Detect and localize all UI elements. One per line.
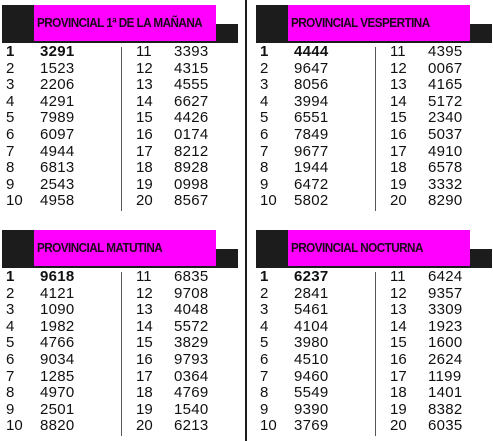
result-position: 15	[136, 334, 153, 352]
result-position: 11	[390, 43, 406, 60]
result-position: 5	[6, 109, 15, 127]
result-row	[2, 77, 120, 94]
result-row	[124, 193, 238, 210]
result-row	[378, 44, 492, 61]
result-position: 18	[390, 384, 407, 402]
result-position: 4	[260, 317, 269, 335]
result-position: 5	[6, 334, 15, 352]
result-position: 3	[260, 76, 269, 94]
result-row	[256, 335, 374, 352]
result-position: 8	[260, 159, 269, 177]
result-number: 6835	[174, 268, 209, 285]
result-row	[2, 61, 120, 78]
result-number: 6813	[40, 159, 75, 177]
result-number: 3994	[294, 92, 329, 110]
result-row	[2, 193, 120, 210]
result-position: 11	[136, 268, 152, 285]
panel-provincial-matutina	[2, 228, 238, 440]
result-position: 6	[260, 125, 269, 143]
result-number: 3393	[174, 43, 209, 60]
result-number: 4104	[294, 317, 329, 335]
result-position: 9	[6, 175, 15, 193]
result-row	[124, 61, 238, 78]
result-position: 1	[260, 43, 269, 60]
result-position: 7	[6, 142, 15, 160]
panel-header	[2, 230, 238, 266]
result-position: 12	[136, 59, 153, 77]
result-number: 5172	[428, 92, 463, 110]
result-position: 10	[6, 192, 23, 210]
result-row	[256, 302, 374, 319]
result-position: 6	[6, 125, 15, 143]
result-number: 0998	[174, 175, 209, 193]
result-row	[124, 302, 238, 319]
result-row	[256, 193, 374, 210]
result-row	[378, 177, 492, 194]
result-row	[2, 302, 120, 319]
result-number: 0364	[174, 367, 209, 385]
result-row	[378, 61, 492, 78]
result-number: 4165	[428, 76, 463, 94]
result-position: 7	[260, 367, 269, 385]
result-row	[256, 144, 374, 161]
result-number: 9708	[174, 284, 209, 302]
result-row	[378, 286, 492, 303]
results-column-right	[124, 269, 238, 435]
result-row	[378, 369, 492, 386]
result-position: 2	[6, 59, 15, 77]
result-row	[124, 44, 238, 61]
result-row	[256, 418, 374, 435]
result-row	[378, 193, 492, 210]
result-number: 1401	[428, 384, 463, 402]
panel-provincial-primera-manana	[2, 3, 238, 215]
result-row	[124, 110, 238, 127]
result-number: 6213	[174, 417, 209, 435]
result-number: 1944	[294, 159, 329, 177]
result-number: 1982	[40, 317, 75, 335]
header-dark-block	[256, 5, 288, 41]
result-number: 2501	[40, 400, 75, 418]
result-position: 16	[390, 125, 407, 143]
panel-header	[2, 5, 238, 41]
result-number: 6237	[294, 268, 329, 285]
result-number: 6578	[428, 159, 463, 177]
header-dark-tab	[216, 249, 238, 266]
result-row	[256, 177, 374, 194]
result-position: 17	[390, 142, 407, 160]
result-position: 8	[260, 384, 269, 402]
panel-title: PROVINCIAL MATUTINA	[37, 240, 163, 255]
result-position: 9	[260, 175, 269, 193]
result-row	[256, 127, 374, 144]
result-number: 9647	[294, 59, 329, 77]
result-row	[2, 44, 120, 61]
result-position: 18	[390, 159, 407, 177]
result-number: 2543	[40, 175, 75, 193]
result-row	[2, 319, 120, 336]
result-number: 9793	[174, 350, 209, 368]
result-number: 5461	[294, 301, 329, 319]
result-row	[256, 61, 374, 78]
column-divider	[375, 47, 376, 211]
result-number: 8820	[40, 417, 75, 435]
result-number: 4555	[174, 76, 209, 94]
result-position: 12	[390, 284, 407, 302]
result-position: 6	[6, 350, 15, 368]
result-row	[378, 302, 492, 319]
panel-header	[256, 230, 492, 266]
result-row	[378, 160, 492, 177]
result-row	[2, 335, 120, 352]
result-position: 19	[136, 175, 153, 193]
result-position: 6	[260, 350, 269, 368]
result-number: 8928	[174, 159, 209, 177]
result-number: 3309	[428, 301, 463, 319]
result-number: 1540	[174, 400, 209, 418]
result-number: 0067	[428, 59, 463, 77]
result-number: 4958	[40, 192, 75, 210]
result-number: 4970	[40, 384, 75, 402]
result-row	[378, 319, 492, 336]
result-position: 1	[6, 268, 15, 285]
result-row	[256, 369, 374, 386]
panel-title: PROVINCIAL VESPERTINA	[291, 15, 430, 30]
header-dark-block	[2, 230, 34, 266]
result-row	[256, 286, 374, 303]
result-position: 18	[136, 384, 153, 402]
result-number: 4769	[174, 384, 209, 402]
result-position: 8	[6, 384, 15, 402]
result-row	[378, 418, 492, 435]
result-position: 8	[6, 159, 15, 177]
result-row	[2, 177, 120, 194]
result-position: 10	[260, 192, 277, 210]
result-position: 9	[6, 400, 15, 418]
result-row	[378, 402, 492, 419]
results-column-right	[124, 44, 238, 210]
result-position: 2	[260, 59, 269, 77]
result-position: 20	[390, 192, 407, 210]
result-position: 20	[390, 417, 407, 435]
result-row	[256, 385, 374, 402]
result-number: 4426	[174, 109, 209, 127]
result-position: 3	[6, 301, 15, 319]
result-position: 19	[390, 175, 407, 193]
result-row	[378, 110, 492, 127]
result-position: 19	[390, 400, 407, 418]
result-position: 15	[390, 334, 407, 352]
result-number: 9677	[294, 142, 329, 160]
result-row	[2, 352, 120, 369]
result-position: 4	[6, 317, 15, 335]
column-divider	[121, 47, 122, 211]
result-number: 3291	[40, 43, 75, 60]
panel-title: PROVINCIAL NOCTURNA	[291, 240, 423, 255]
result-position: 7	[260, 142, 269, 160]
result-row	[256, 269, 374, 286]
result-row	[378, 385, 492, 402]
result-row	[2, 402, 120, 419]
result-number: 4510	[294, 350, 329, 368]
result-row	[124, 160, 238, 177]
result-row	[2, 418, 120, 435]
result-row	[256, 77, 374, 94]
panel-header	[256, 5, 492, 41]
result-row	[2, 369, 120, 386]
result-position: 13	[136, 301, 153, 319]
header-dark-tab	[470, 24, 492, 41]
result-number: 8382	[428, 400, 463, 418]
results-column-left	[256, 44, 374, 210]
result-position: 17	[136, 142, 153, 160]
result-number: 4048	[174, 301, 209, 319]
result-row	[2, 269, 120, 286]
header-dark-block	[2, 5, 34, 41]
result-position: 12	[136, 284, 153, 302]
result-row	[378, 127, 492, 144]
result-number: 3769	[294, 417, 329, 435]
result-number: 5549	[294, 384, 329, 402]
result-position: 9	[260, 400, 269, 418]
result-position: 18	[136, 159, 153, 177]
results-column-left	[256, 269, 374, 435]
result-position: 2	[260, 284, 269, 302]
result-row	[2, 110, 120, 127]
result-row	[124, 269, 238, 286]
result-position: 7	[6, 367, 15, 385]
result-row	[124, 335, 238, 352]
result-number: 9034	[40, 350, 75, 368]
result-number: 2206	[40, 76, 75, 94]
result-row	[2, 286, 120, 303]
result-row	[124, 319, 238, 336]
result-row	[124, 286, 238, 303]
center-divider	[245, 0, 247, 441]
result-number: 4315	[174, 59, 209, 77]
result-row	[256, 94, 374, 111]
result-number: 8212	[174, 142, 209, 160]
result-position: 3	[260, 301, 269, 319]
result-position: 1	[6, 43, 15, 60]
result-number: 7989	[40, 109, 75, 127]
result-number: 6472	[294, 175, 329, 193]
header-dark-block	[256, 230, 288, 266]
result-number: 7849	[294, 125, 329, 143]
result-position: 14	[390, 317, 407, 335]
column-divider	[375, 272, 376, 436]
results-column-left	[2, 269, 120, 435]
result-number: 9618	[40, 268, 75, 285]
result-position: 16	[390, 350, 407, 368]
result-row	[256, 44, 374, 61]
result-row	[124, 402, 238, 419]
result-number: 6627	[174, 92, 209, 110]
result-number: 1199	[428, 367, 462, 385]
result-number: 0174	[174, 125, 209, 143]
result-number: 5802	[294, 192, 329, 210]
result-position: 2	[6, 284, 15, 302]
result-row	[256, 352, 374, 369]
result-number: 4395	[428, 43, 463, 60]
result-number: 6097	[40, 125, 75, 143]
result-row	[378, 94, 492, 111]
result-row	[2, 94, 120, 111]
result-number: 9357	[428, 284, 463, 302]
result-row	[124, 385, 238, 402]
result-position: 11	[390, 268, 406, 285]
result-position: 3	[6, 76, 15, 94]
result-position: 4	[6, 92, 15, 110]
result-row	[378, 269, 492, 286]
result-row	[124, 144, 238, 161]
panel-title: PROVINCIAL 1ª DE LA MAÑANA	[37, 15, 203, 30]
result-number: 2841	[294, 284, 329, 302]
result-position: 16	[136, 350, 153, 368]
result-number: 1285	[40, 367, 75, 385]
result-position: 13	[390, 301, 407, 319]
result-number: 8567	[174, 192, 209, 210]
result-number: 4444	[294, 43, 329, 60]
result-row	[256, 319, 374, 336]
result-row	[124, 94, 238, 111]
result-position: 14	[136, 317, 153, 335]
result-number: 5572	[174, 317, 209, 335]
result-row	[124, 177, 238, 194]
result-position: 20	[136, 417, 153, 435]
result-number: 3980	[294, 334, 329, 352]
result-number: 9460	[294, 367, 329, 385]
result-number: 3829	[174, 334, 209, 352]
panel-provincial-nocturna	[256, 228, 492, 440]
result-row	[378, 77, 492, 94]
column-divider	[121, 272, 122, 436]
result-number: 5037	[428, 125, 463, 143]
result-position: 19	[136, 400, 153, 418]
panel-provincial-vespertina	[256, 3, 492, 215]
result-position: 13	[136, 76, 153, 94]
results-column-left	[2, 44, 120, 210]
result-number: 1090	[40, 301, 75, 319]
result-number: 8056	[294, 76, 329, 94]
result-number: 1600	[428, 334, 463, 352]
result-position: 14	[136, 92, 153, 110]
result-position: 16	[136, 125, 153, 143]
result-position: 14	[390, 92, 407, 110]
result-row	[256, 110, 374, 127]
result-row	[124, 418, 238, 435]
header-dark-tab	[470, 249, 492, 266]
result-row	[124, 369, 238, 386]
result-position: 10	[260, 417, 277, 435]
result-number: 2624	[428, 350, 463, 368]
result-position: 15	[390, 109, 407, 127]
result-row	[2, 160, 120, 177]
result-row	[378, 335, 492, 352]
result-number: 3332	[428, 175, 463, 193]
result-position: 4	[260, 92, 269, 110]
result-row	[124, 77, 238, 94]
result-number: 4766	[40, 334, 75, 352]
result-number: 2340	[428, 109, 463, 127]
result-number: 9390	[294, 400, 329, 418]
result-number: 4944	[40, 142, 75, 160]
result-number: 6424	[428, 268, 463, 285]
result-number: 4910	[428, 142, 463, 160]
result-position: 20	[136, 192, 153, 210]
result-position: 1	[260, 268, 269, 285]
result-number: 1523	[40, 59, 75, 77]
result-row	[124, 352, 238, 369]
result-row	[256, 402, 374, 419]
result-position: 17	[136, 367, 153, 385]
result-number: 1923	[428, 317, 463, 335]
result-row	[256, 160, 374, 177]
result-position: 12	[390, 59, 407, 77]
result-position: 5	[260, 109, 269, 127]
result-number: 6551	[294, 109, 329, 127]
result-number: 8290	[428, 192, 463, 210]
result-position: 11	[136, 43, 152, 60]
result-number: 6035	[428, 417, 463, 435]
results-column-right	[378, 269, 492, 435]
result-row	[124, 127, 238, 144]
result-row	[2, 127, 120, 144]
result-row	[2, 385, 120, 402]
result-row	[378, 144, 492, 161]
result-position: 10	[6, 417, 23, 435]
result-row	[378, 352, 492, 369]
header-dark-tab	[216, 24, 238, 41]
result-position: 15	[136, 109, 153, 127]
result-row	[2, 144, 120, 161]
result-position: 5	[260, 334, 269, 352]
result-position: 17	[390, 367, 407, 385]
result-position: 13	[390, 76, 407, 94]
result-number: 4291	[40, 92, 75, 110]
result-number: 4121	[40, 284, 75, 302]
results-column-right	[378, 44, 492, 210]
